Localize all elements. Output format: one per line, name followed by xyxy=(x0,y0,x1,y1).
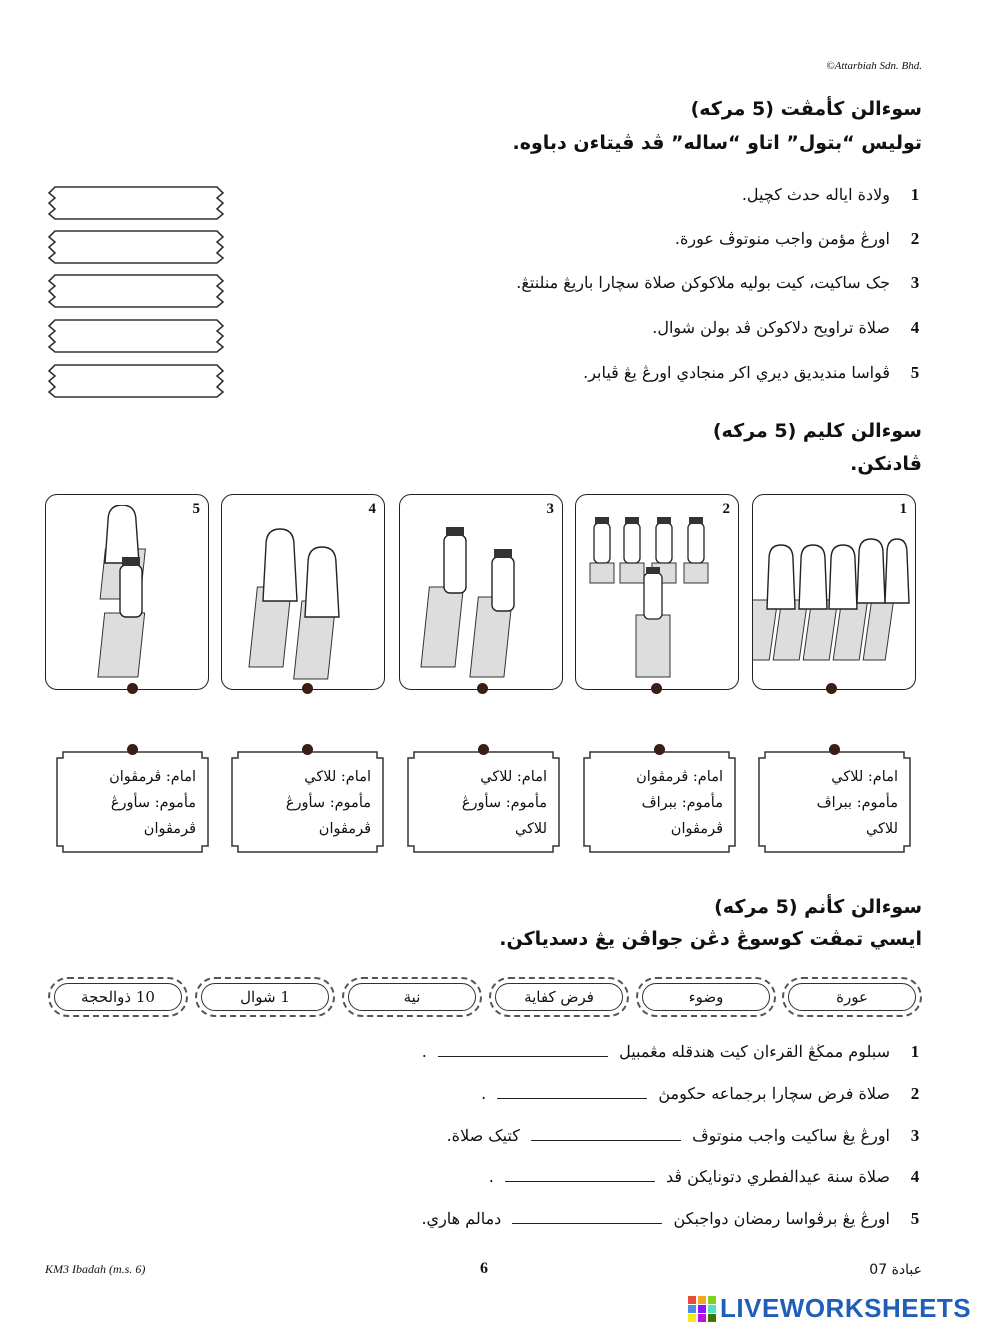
item-text: جک ساکيت، کيت بوليه ملاکوکن صلاة سچارا باريڠ منلنتڠ. xyxy=(516,273,890,292)
panel-dot-3[interactable] xyxy=(477,683,488,694)
answer-box-3[interactable] xyxy=(45,273,227,309)
label-makmum-detail: ڤرمڤوان xyxy=(318,821,371,837)
panel-number: 4 xyxy=(368,501,376,517)
panel-number: 1 xyxy=(899,501,907,517)
item-text-before: سبلوم ممڬڠ القرءان كيت هندقله مڠمبيل xyxy=(619,1042,890,1061)
item-number: 2 xyxy=(910,229,920,248)
option-pill-6[interactable] xyxy=(48,977,188,1017)
woman-and-boy-praying-icon xyxy=(46,505,206,685)
label-makmum: مأموم: سأورڠ xyxy=(110,795,196,811)
option-label: فرض كفاية xyxy=(524,988,594,1006)
label-makmum: مأموم: سأورڠ xyxy=(461,795,547,811)
label-makmum: مأموم: سأورڠ xyxy=(285,795,371,811)
panel-dot-1[interactable] xyxy=(826,683,837,694)
section-a-item-2 xyxy=(675,229,922,249)
label-card-1 xyxy=(757,750,912,854)
picture-panel-4 xyxy=(221,494,385,690)
section-a-item-5 xyxy=(583,363,922,383)
male-congregation-icon xyxy=(576,505,736,685)
item-number: 5 xyxy=(910,363,920,382)
copyright-text: ©Attarbiah Sdn. Bhd. xyxy=(826,60,922,72)
label-makmum-detail: ڤرمڤوان xyxy=(670,821,723,837)
item-text-before: صلاة سنة عيدالفطري دتونايكن ڤد xyxy=(665,1167,890,1186)
answer-box-1[interactable] xyxy=(45,185,227,221)
item-text-after: . xyxy=(421,1042,427,1061)
answer-box-4[interactable] xyxy=(45,318,227,354)
item-number: 4 xyxy=(910,1167,920,1186)
blank-3[interactable] xyxy=(531,1126,681,1141)
item-text: صلاة تراويح دلاكوكن ڤد بولن شوال. xyxy=(652,318,890,337)
section-c-instruction: ايسي تمڤت كوسوڠ دڠن جواڤن يڠ دسدياكن. xyxy=(499,928,922,950)
section-a-instruction: توليس “بتول” اتاو “ساله” ڤد ڤيتاءن دباوه. xyxy=(512,132,922,154)
blank-4[interactable] xyxy=(505,1167,655,1182)
item-text: ولادة اياله حدث كچيل. xyxy=(741,185,890,204)
option-pill-1[interactable] xyxy=(782,977,922,1017)
item-number: 2 xyxy=(910,1084,920,1103)
panel-number: 3 xyxy=(546,501,554,517)
label-dot-2[interactable] xyxy=(654,744,665,755)
female-congregation-icon xyxy=(753,505,913,685)
item-number: 1 xyxy=(910,1042,920,1061)
item-text-before: صلاة فرض سچارا برجماعه حكومڽ xyxy=(658,1084,890,1103)
label-imam: امام: للاكي xyxy=(480,769,547,785)
answer-box-5[interactable] xyxy=(45,363,227,399)
label-imam: امام: ڤرمڤوان xyxy=(636,769,723,785)
blank-2[interactable] xyxy=(497,1084,647,1099)
item-text-before: اورڠ يڠ ساكيت واجب منوتوڤ xyxy=(692,1126,890,1145)
footer-page-number: 6 xyxy=(480,1260,488,1277)
item-text-after: . xyxy=(488,1167,494,1186)
panel-dot-5[interactable] xyxy=(127,683,138,694)
section-c-item-4 xyxy=(489,1167,922,1187)
label-card-2 xyxy=(582,750,737,854)
option-label: 10 ذوالحجة xyxy=(81,988,155,1006)
item-number: 4 xyxy=(910,318,920,337)
label-dot-1[interactable] xyxy=(829,744,840,755)
label-dot-5[interactable] xyxy=(127,744,138,755)
option-label: نية xyxy=(403,988,421,1006)
item-text: ڤواسا منديديق ديري اکر منجادي اورڠ يڠ ڤيابر. xyxy=(583,363,890,382)
item-number: 3 xyxy=(910,1126,920,1145)
liveworksheets-logo xyxy=(688,1293,971,1324)
option-pill-2[interactable] xyxy=(636,977,776,1017)
label-makmum: مأموم: ببراڤ xyxy=(641,795,723,811)
picture-panel-5 xyxy=(45,494,209,690)
item-text-before: اورڠ يڠ برڤواسا رمضان دواجبكن xyxy=(673,1209,890,1228)
section-c-item-5 xyxy=(421,1209,922,1229)
item-number: 3 xyxy=(910,273,920,292)
liveworksheets-icon xyxy=(688,1296,716,1322)
option-pill-3[interactable] xyxy=(489,977,629,1017)
label-makmum: مأموم: ببراڤ xyxy=(816,795,898,811)
item-text-after: . xyxy=(481,1084,487,1103)
footer-chapter: عبادة 07 xyxy=(869,1262,922,1278)
section-a-item-3 xyxy=(516,273,922,293)
panel-dot-2[interactable] xyxy=(651,683,662,694)
item-number: 5 xyxy=(910,1209,920,1228)
label-imam: امام: للاكي xyxy=(304,769,371,785)
section-b-instruction: ڤادنكن. xyxy=(850,453,922,475)
label-imam: امام: ڤرمڤوان xyxy=(109,769,196,785)
picture-panel-3 xyxy=(399,494,563,690)
picture-panel-2 xyxy=(575,494,739,690)
picture-panel-1 xyxy=(752,494,916,690)
label-card-3 xyxy=(406,750,561,854)
section-a-item-1 xyxy=(742,185,922,205)
section-c-item-3 xyxy=(447,1126,922,1146)
label-imam: امام: للاكي xyxy=(831,769,898,785)
panel-number: 5 xyxy=(192,501,200,517)
section-c-title: سوءالن كأنم (5 مركه) xyxy=(714,896,922,918)
two-women-praying-icon xyxy=(222,505,382,685)
option-label: 1 شوال xyxy=(240,988,290,1006)
two-men-praying-icon xyxy=(400,505,560,685)
label-makmum-detail: ڤرمڤوان xyxy=(143,821,196,837)
panel-dot-4[interactable] xyxy=(302,683,313,694)
label-card-4 xyxy=(230,750,385,854)
option-pill-4[interactable] xyxy=(342,977,482,1017)
liveworksheets-text: LIVEWORKSHEETS xyxy=(720,1293,972,1323)
item-text-after: دمالم هاري. xyxy=(421,1209,502,1228)
label-makmum-detail: للاكي xyxy=(865,821,898,837)
label-card-5 xyxy=(55,750,210,854)
section-b-title: سوءالن كليم (5 مركه) xyxy=(712,420,922,442)
item-text: اورڠ مؤمن واجب منوتوڤ عورة. xyxy=(674,229,890,248)
label-makmum-detail: للاكي xyxy=(514,821,547,837)
answer-box-2[interactable] xyxy=(45,229,227,265)
label-dot-3[interactable] xyxy=(478,744,489,755)
option-label: وضوء xyxy=(688,988,724,1006)
section-c-item-2 xyxy=(481,1084,922,1104)
blank-1[interactable] xyxy=(438,1042,608,1057)
label-dot-4[interactable] xyxy=(302,744,313,755)
section-c-item-1 xyxy=(422,1042,922,1062)
option-label: عورة xyxy=(836,988,868,1006)
blank-5[interactable] xyxy=(512,1209,662,1224)
panel-number: 2 xyxy=(722,501,730,517)
section-a-item-4 xyxy=(652,318,922,338)
section-a-title: سوءالن كأمڤت (5 مركه) xyxy=(690,98,922,120)
footer-book-ref: KM3 Ibadah (m.s. 6) xyxy=(45,1262,146,1276)
option-pill-5[interactable] xyxy=(195,977,335,1017)
item-number: 1 xyxy=(910,185,920,204)
item-text-after: كتيک صلاة. xyxy=(446,1126,520,1145)
